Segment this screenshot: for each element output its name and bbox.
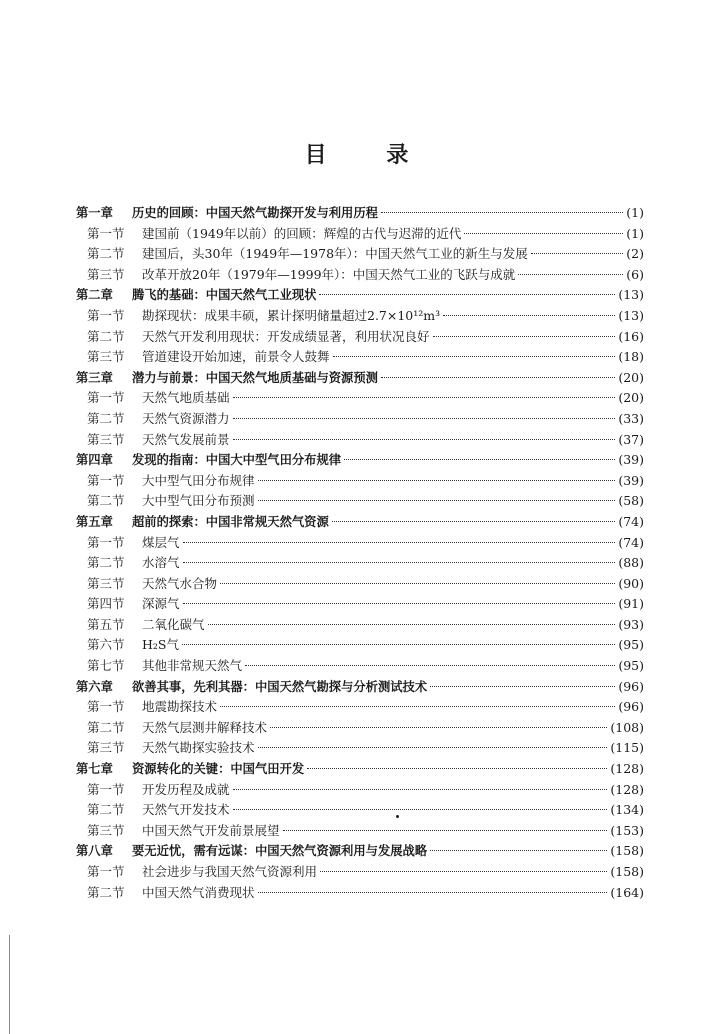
dot-leader (233, 789, 608, 790)
toc-page-number: (96) (618, 699, 644, 715)
toc-entry-title: 改革开放20年（1979年—1999年）：中国天然气工业的飞跃与成就 (142, 266, 516, 282)
toc-entry-number: 第一节 (87, 390, 125, 406)
toc-page-number: (39) (618, 452, 644, 468)
toc-chapter-row[interactable] (76, 368, 644, 389)
toc-section-row[interactable] (76, 635, 644, 656)
toc-section-row[interactable] (76, 306, 644, 327)
toc-page-number: (158) (610, 864, 644, 879)
toc-page-number: (74) (618, 513, 644, 529)
dot-leader (220, 706, 615, 707)
dot-leader (332, 521, 616, 522)
dot-leader (381, 377, 615, 378)
toc-entry-title: 勘探现状：成果丰硕，累计探明储量超过2.7×10¹²m³ (142, 307, 441, 323)
toc-entry-number: 第一节 (87, 472, 125, 488)
toc-entry-number: 第三节 (87, 740, 125, 756)
toc-section-row[interactable] (76, 265, 644, 286)
dot-leader (518, 274, 623, 275)
dot-leader (430, 850, 607, 851)
toc-page-number: (18) (618, 349, 644, 365)
toc-chapter-row[interactable] (76, 285, 644, 306)
toc-page-number: (164) (610, 884, 644, 900)
toc-entry-number: 第六章 (76, 679, 113, 694)
toc-entry-title: 煤层气 (142, 534, 180, 550)
toc-entry-number: 第三节 (87, 266, 125, 282)
dot-leader (307, 768, 607, 769)
toc-page-number: (91) (618, 596, 644, 612)
toc-entry-number: 第二节 (87, 328, 125, 344)
toc-entry-number: 第五节 (87, 616, 125, 632)
toc-entry-title: 天然气水合物 (142, 575, 218, 591)
dot-leader (333, 356, 616, 357)
toc-entry-number: 第八章 (76, 844, 113, 859)
dot-leader (283, 830, 608, 831)
toc-page-number: (158) (610, 843, 644, 859)
toc-entry-number: 第一章 (76, 206, 113, 220)
toc-entry-title: 天然气开发利用现状：开发成绩显著，利用状况良好 (142, 328, 430, 344)
toc-section-row[interactable] (76, 738, 644, 759)
toc-page-number: (1) (626, 225, 644, 241)
scan-speck (396, 815, 399, 818)
dot-leader (433, 336, 616, 337)
toc-entry-title: 大中型气田分布预测 (142, 493, 255, 509)
dot-leader (183, 542, 616, 543)
toc-entry-number: 第一节 (87, 225, 125, 241)
toc-page-number: (153) (610, 822, 644, 838)
toc-entry-number: 第四章 (76, 453, 113, 468)
toc-entry-title: 超前的探索：中国非常规天然气资源 (132, 514, 329, 529)
toc-entry-title: 中国天然气开发前景展望 (142, 822, 280, 838)
toc-page-number: (20) (618, 369, 644, 385)
toc-section-row[interactable] (76, 862, 644, 883)
toc-page-number: (58) (618, 493, 644, 509)
toc-entry-title: 大中型气田分布规律 (142, 472, 255, 488)
dot-leader (233, 418, 616, 419)
toc-entry-title: 开发历程及成就 (142, 781, 230, 797)
dot-leader (319, 294, 615, 295)
toc-page-number: (95) (618, 637, 644, 653)
toc-section-row[interactable] (76, 533, 644, 554)
toc-entry-number: 第三节 (87, 822, 125, 838)
toc-page-number: (16) (618, 328, 644, 344)
dot-leader (430, 686, 615, 687)
toc-section-row[interactable] (76, 594, 644, 615)
toc-chapter-row[interactable] (76, 677, 644, 698)
dot-leader (531, 253, 624, 254)
toc-section-row[interactable] (76, 656, 644, 677)
dot-leader (182, 644, 615, 645)
toc-entry-title: 天然气地质基础 (142, 390, 230, 406)
toc-section-row[interactable] (76, 244, 644, 265)
toc-entry-number: 第二节 (87, 802, 125, 818)
toc-entry-number: 第二节 (87, 719, 125, 735)
toc-page-number: (93) (618, 616, 644, 632)
toc-entry-number: 第一节 (87, 699, 125, 715)
toc-chapter-row[interactable] (76, 841, 644, 862)
toc-page-number: (6) (626, 266, 644, 282)
toc-entry-title: 天然气发展前景 (142, 431, 230, 447)
toc-entry-title: 水溶气 (142, 555, 180, 571)
dot-leader (258, 480, 616, 481)
dot-leader (208, 624, 616, 625)
toc-entry-number: 第二节 (87, 555, 125, 571)
toc-section-row[interactable] (76, 574, 644, 595)
toc-entry-title: 建国后，头30年（1949年—1978年）：中国天然气工业的新生与发展 (142, 246, 528, 262)
toc-entry-title: 天然气开发技术 (142, 802, 230, 818)
toc-page-number: (128) (610, 761, 644, 777)
dot-leader (344, 459, 615, 460)
toc-entry-title: 天然气资源潜力 (142, 410, 230, 426)
toc-entry-number: 第二节 (87, 884, 125, 900)
toc-section-row[interactable] (76, 821, 644, 842)
dot-leader (233, 439, 616, 440)
toc-page-number: (1) (626, 205, 644, 220)
toc-entry-number: 第三节 (87, 575, 125, 591)
toc-entry-title: 发现的指南：中国大中型气田分布规律 (132, 453, 342, 468)
toc-section-row[interactable] (76, 883, 644, 904)
toc-chapter-row[interactable] (76, 759, 644, 780)
dot-leader (270, 727, 607, 728)
toc-page-number: (96) (618, 678, 644, 694)
toc-entry-number: 第七章 (76, 762, 113, 777)
dot-leader (443, 315, 615, 316)
toc-entry-number: 第二节 (87, 493, 125, 509)
toc-chapter-row[interactable] (76, 203, 644, 224)
toc-section-row[interactable] (76, 718, 644, 739)
toc-section-row[interactable] (76, 800, 644, 821)
toc-entry-number: 第四节 (87, 596, 125, 612)
toc-entry-title: 地震勘探技术 (142, 699, 218, 715)
toc-page-number: (13) (618, 307, 644, 323)
dot-leader (233, 397, 616, 398)
toc-section-row[interactable] (76, 224, 644, 245)
toc-section-row[interactable] (76, 615, 644, 636)
toc-entry-title: H₂S气 (142, 637, 179, 653)
toc-entry-number: 第六节 (87, 637, 125, 653)
toc-entry-number: 第二节 (87, 246, 125, 262)
toc-section-row[interactable] (76, 491, 644, 512)
toc-entry-title: 腾飞的基础：中国天然气工业现状 (132, 288, 317, 303)
toc-entry-title: 管道建设开始加速，前景令人鼓舞 (142, 349, 330, 365)
toc-section-row[interactable] (76, 388, 644, 409)
toc-entry-title: 资源转化的关键：中国气田开发 (132, 762, 305, 777)
dot-leader (245, 665, 615, 666)
dot-leader (183, 562, 616, 563)
toc-entry-title: 二氧化碳气 (142, 616, 205, 632)
toc-page-number: (2) (626, 246, 644, 262)
toc-section-row[interactable] (76, 430, 644, 451)
toc-section-row[interactable] (76, 327, 644, 348)
dot-leader (183, 603, 616, 604)
toc-page-number: (90) (618, 575, 644, 591)
toc-entry-number: 第五章 (76, 514, 113, 529)
dot-leader (258, 747, 608, 748)
scan-margin-line (9, 935, 10, 1034)
toc-entry-number: 第三章 (76, 370, 113, 385)
toc-page-number: (37) (618, 431, 644, 447)
toc-page-number: (33) (618, 410, 644, 426)
toc-chapter-row[interactable] (76, 512, 644, 533)
dot-leader (464, 233, 623, 234)
toc-entry-number: 第七节 (87, 658, 125, 674)
toc-entry-title: 潜力与前景：中国天然气地质基础与资源预测 (132, 370, 378, 385)
toc-entry-number: 第三节 (87, 349, 125, 365)
toc-page-number: (128) (610, 781, 644, 797)
toc-entry-number: 第三节 (87, 431, 125, 447)
toc-page-number: (88) (618, 555, 644, 571)
toc-page-number: (20) (618, 390, 644, 406)
page-title: 目 录 (304, 143, 435, 168)
toc-entry-title: 天然气层测井解释技术 (142, 719, 268, 735)
table-of-contents (76, 203, 644, 903)
toc-page-number: (134) (610, 802, 644, 818)
toc-chapter-row[interactable] (76, 450, 644, 471)
toc-section-row[interactable] (76, 347, 644, 368)
toc-entry-number: 第二章 (76, 288, 113, 303)
toc-entry-number: 第一节 (87, 781, 125, 797)
toc-entry-title: 深源气 (142, 596, 180, 612)
toc-section-row[interactable] (76, 697, 644, 718)
toc-section-row[interactable] (76, 780, 644, 801)
toc-entry-title: 其他非常规天然气 (142, 658, 243, 674)
toc-page-number: (74) (618, 534, 644, 550)
dot-leader (220, 583, 615, 584)
dot-leader (233, 809, 608, 810)
toc-page-number: (39) (618, 472, 644, 488)
toc-entry-number: 第二节 (87, 410, 125, 426)
toc-section-row[interactable] (76, 409, 644, 430)
toc-entry-title: 欲善其事，先利其器：中国天然气勘探与分析测试技术 (132, 679, 428, 694)
toc-entry-number: 第一节 (87, 307, 125, 323)
toc-entry-title: 中国天然气消费现状 (142, 884, 255, 900)
dot-leader (320, 871, 607, 872)
toc-page-number: (13) (618, 287, 644, 303)
toc-entry-title: 社会进步与我国天然气资源利用 (142, 864, 318, 879)
dot-leader (258, 892, 608, 893)
toc-page-number: (115) (610, 740, 644, 756)
toc-entry-number: 第一节 (87, 864, 125, 879)
dot-leader (258, 500, 616, 501)
toc-entry-title: 建国前（1949年以前）的回顾：辉煌的古代与迟滞的近代 (142, 225, 462, 241)
toc-page-number: (95) (618, 658, 644, 674)
toc-entry-title: 要无近忧，需有远谋：中国天然气资源利用与发展战略 (132, 844, 428, 859)
toc-section-row[interactable] (76, 471, 644, 492)
toc-entry-number: 第一节 (87, 534, 125, 550)
toc-entry-title: 历史的回顾：中国天然气勘探开发与利用历程 (132, 206, 378, 220)
dot-leader (381, 212, 623, 213)
toc-entry-title: 天然气勘探实验技术 (142, 740, 255, 756)
toc-section-row[interactable] (76, 553, 644, 574)
toc-page-number: (108) (610, 719, 644, 735)
